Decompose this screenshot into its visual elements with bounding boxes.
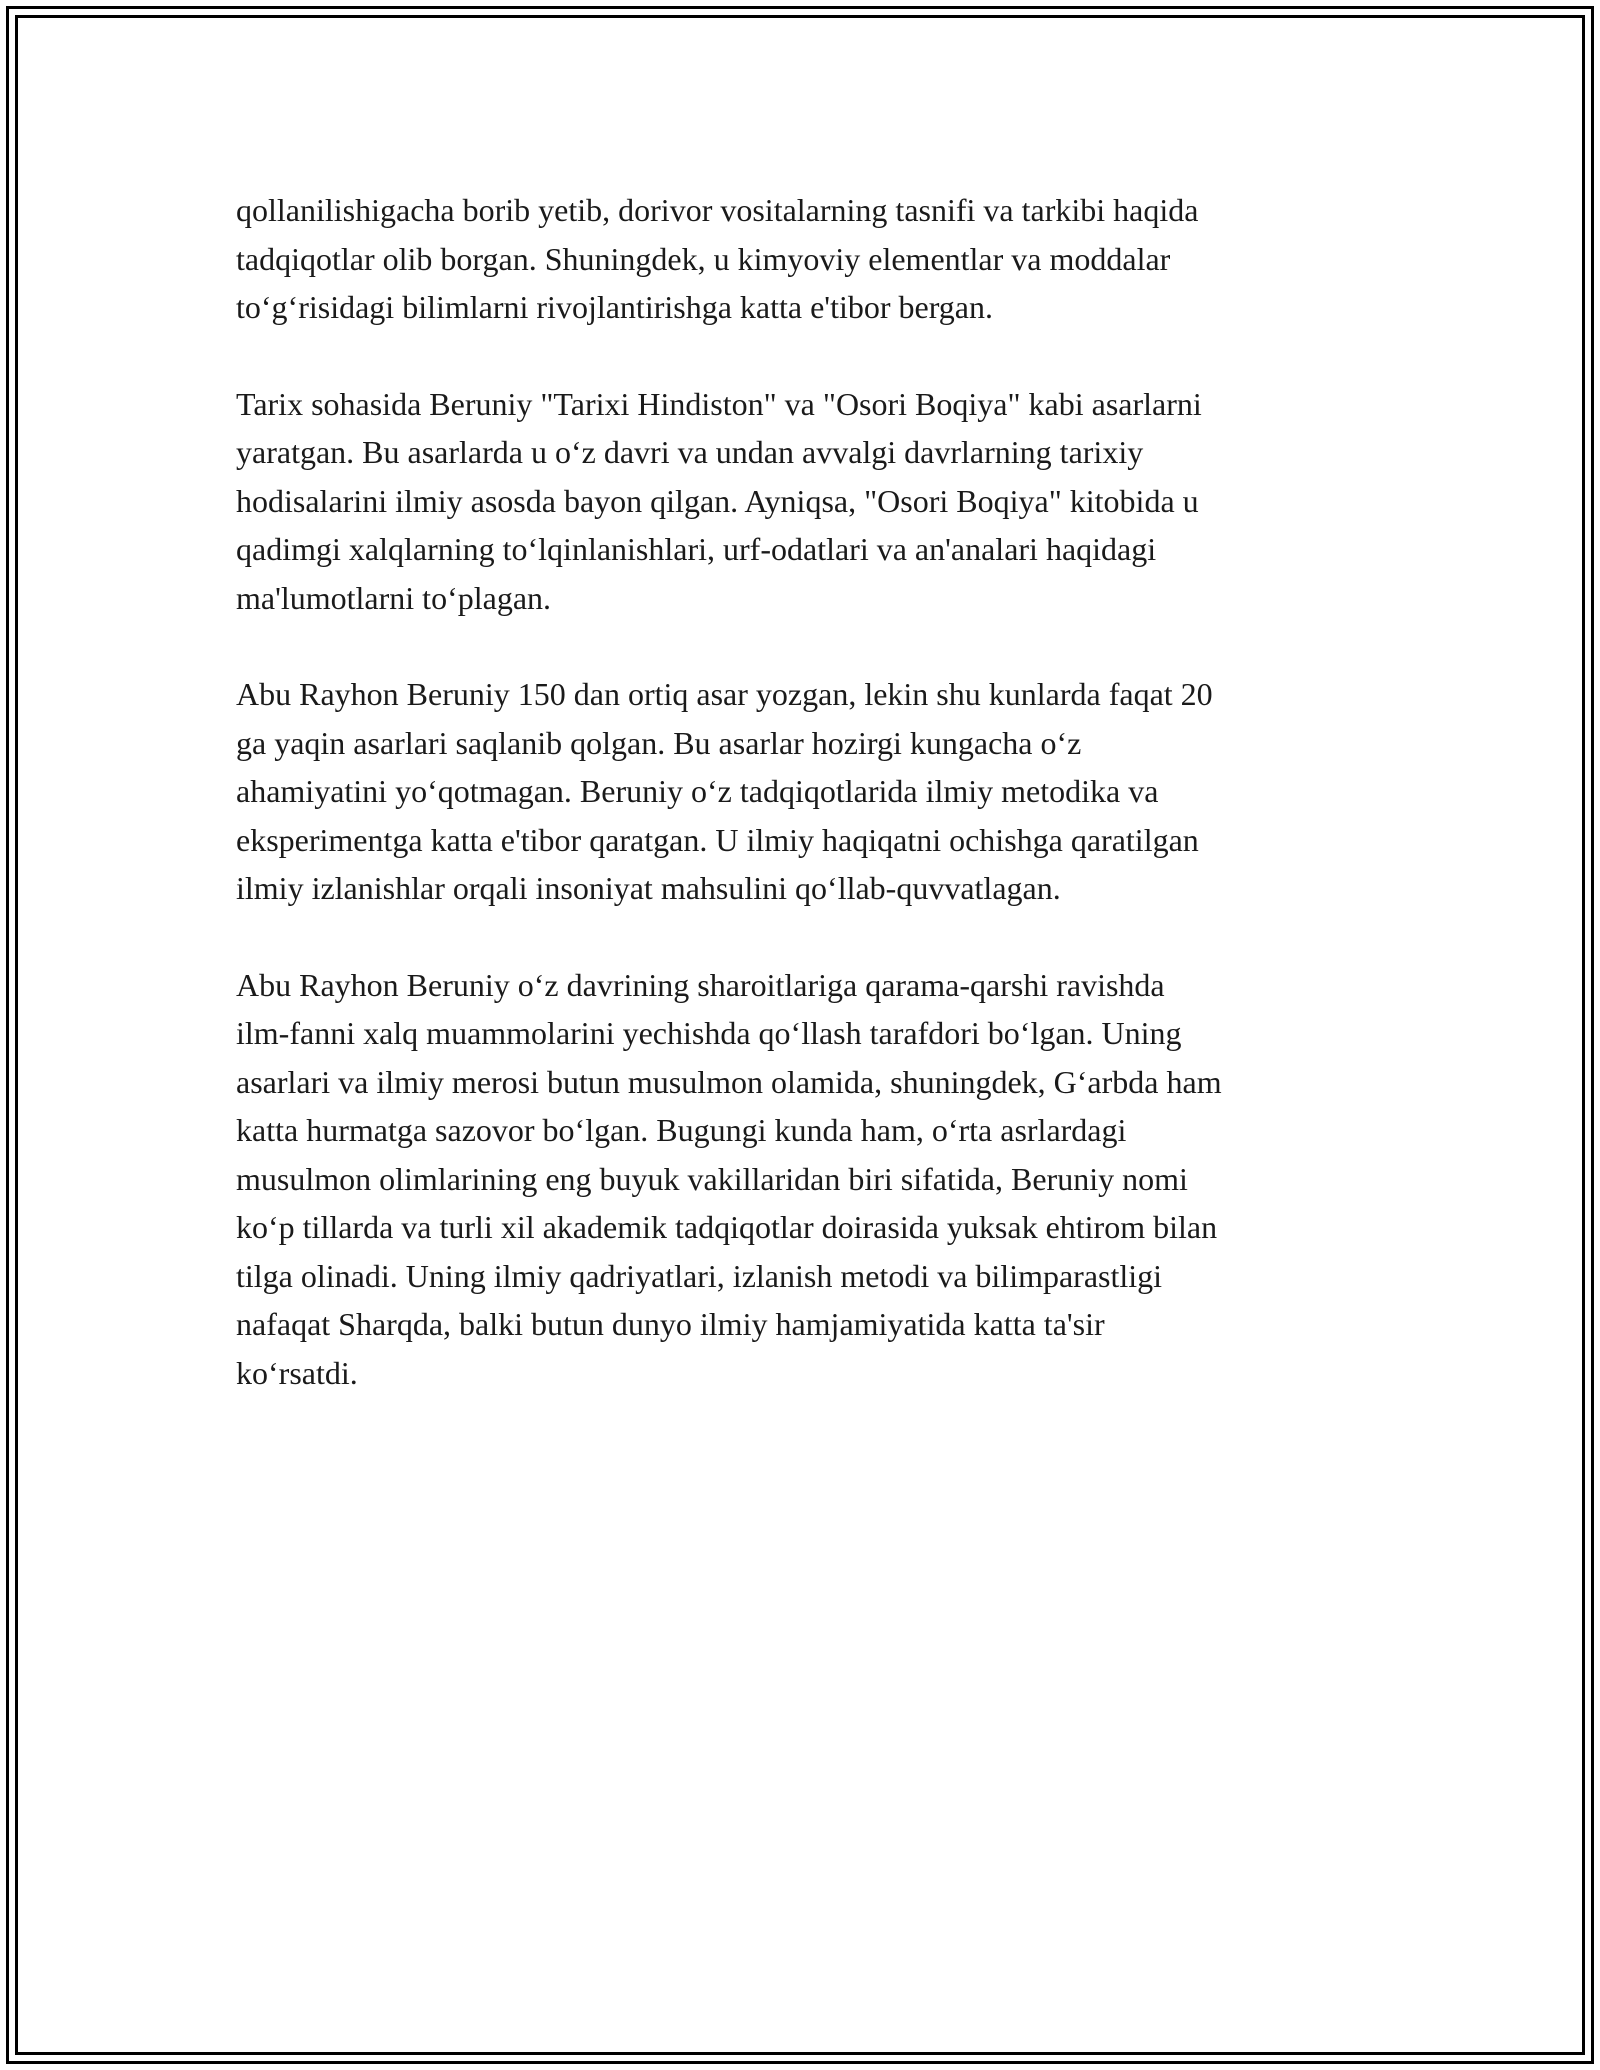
paragraph-4: Abu Rayhon Beruniy o‘z davrining sharoitlariga qarama-qarshi ravishda ilm-fanni xalq muammolarini yechishda qo‘llash tarafdori bo‘lgan. Uning asarlari va ilmiy merosi butun musulmon olamida, shuningdek, G‘arbda ham katta hurmatga sazovor bo‘lgan. Bugungi kunda ham, o‘rta asrlardagi musulmon olimlarining eng buyuk vakillaridan biri sifatida, Beruniy nomi ko‘p tillarda va turli xil akademik tadqiqotlar doirasida yuksak ehtirom bilan tilga olinadi. Uning ilmiy qadriyatlari, izlanish metodi va bilimparastligi nafaqat Sharqda, balki butun dunyo ilmiy hamjamiyatida katta ta'sir ko‘rsatdi. bbox=[236, 966, 1222, 1391]
document-body bbox=[236, 186, 1386, 1445]
paragraph-1: qollanilishigacha borib yetib, dorivor vositalarning tasnifi va tarkibi haqida tadqiqotlar olib borgan. Shuningdek, u kimyoviy elementlar va moddalar to‘g‘risidagi bilimlarni rivojlantirishga katta e'tibor bergan. bbox=[236, 192, 1199, 325]
paragraph-2: Tarix sohasida Beruniy "Tarixi Hindiston" va "Osori Boqiya" kabi asarlarni yaratgan. Bu asarlarda u o‘z davri va undan avvalgi davrlarning tarixiy hodisalarini ilmiy asosda bayon qilgan. Ayniqsa, "Osori Boqiya" kitobida u qadimgi xalqlarning to‘lqinlanishlari, urf-odatlari va an'analari haqidagi ma'lumotlarni to‘plagan. bbox=[236, 385, 1202, 616]
paragraph-3: Abu Rayhon Beruniy 150 dan ortiq asar yozgan, lekin shu kunlarda faqat 20 ga yaqin asarlari saqlanib qolgan. Bu asarlar hozirgi kungacha o‘z ahamiyatini yo‘qotmagan. Beruniy o‘z tadqiqotlarida ilmiy metodika va eksperimentga katta e'tibor qaratgan. U ilmiy haqiqatni ochishga qaratilgan ilmiy izlanishlar orqali insoniyat mahsulini qo‘llab-quvvatlagan. bbox=[236, 676, 1213, 906]
